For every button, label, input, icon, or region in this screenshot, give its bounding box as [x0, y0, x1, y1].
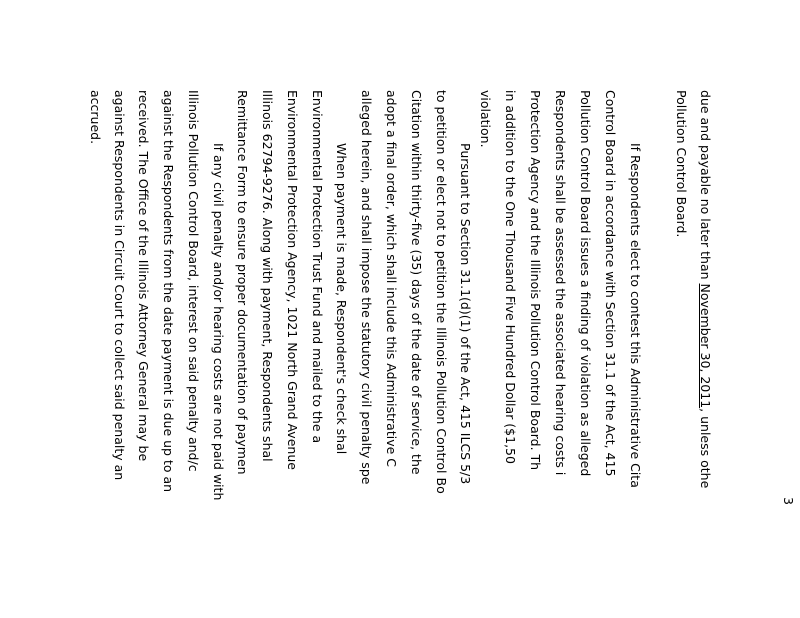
doc-line: received. The Office of the Illinois Attorney General may be: [136, 90, 151, 462]
doc-line: against Respondents in Circuit Court to collect said penalty an: [112, 90, 127, 481]
doc-line: [698, 90, 712, 488]
doc-line: Illinois Pollution Control Board, interest on said penalty and/c: [186, 90, 201, 472]
doc-line: Environmental Protection Trust Fund and mailed to the a: [310, 90, 325, 444]
doc-line: Citation within thirty-five (35) days of the date of service, the: [409, 90, 424, 475]
doc-line: Protection Agency and the Illinois Pollution Control Board. Th: [528, 90, 543, 471]
doc-line: Illinois 62794-9276. Along with payment, Respondents shal: [260, 90, 275, 462]
doc-line: Remittance Form to ensure proper documentation of paymen: [235, 90, 250, 475]
doc-line: in addition to the One Thousand Five Hundred Dollar ($1,50: [503, 90, 518, 464]
doc-line: Control Board in accordance with Section 31.1 of the Act, 415: [603, 90, 618, 477]
doc-text: , unless othe: [698, 408, 713, 489]
doc-line: Environmental Protection Agency, 1021 North Grand Avenue: [285, 90, 300, 470]
doc-line: alleged herein, and shall impose the statutory civil penalty spe: [359, 90, 374, 485]
doc-line: Pursuant to Section 31.1(d)(1) of the Act, 415 ILCS 5/3: [458, 143, 473, 485]
doc-line: to petition or elect not to petition the Illinois Pollution Control Bo: [434, 90, 449, 494]
doc-line: When payment is made, Respondent's check shal: [334, 143, 349, 455]
doc-line: Pollution Control Board issues a finding of violation as alleged: [578, 90, 593, 477]
doc-line: If Respondents elect to contest this Administrative Cita: [628, 143, 643, 488]
doc-line: violation.: [478, 90, 493, 148]
due-date: November 30, 2011: [698, 283, 713, 409]
doc-line: against the Respondents from the date payment is due up to an: [161, 90, 176, 493]
doc-line: adopt a final order, which shall include this Administrative C: [384, 90, 399, 467]
doc-line: Pollution Control Board.: [674, 90, 689, 238]
doc-text: due and payable no later than: [698, 90, 713, 284]
doc-line: accrued.: [88, 90, 103, 145]
doc-line: If any civil penalty and/or hearing costs are not paid with: [211, 143, 226, 501]
page-number: 3: [781, 497, 796, 505]
doc-line: Respondents shall be assessed the associated hearing costs i: [553, 90, 568, 476]
